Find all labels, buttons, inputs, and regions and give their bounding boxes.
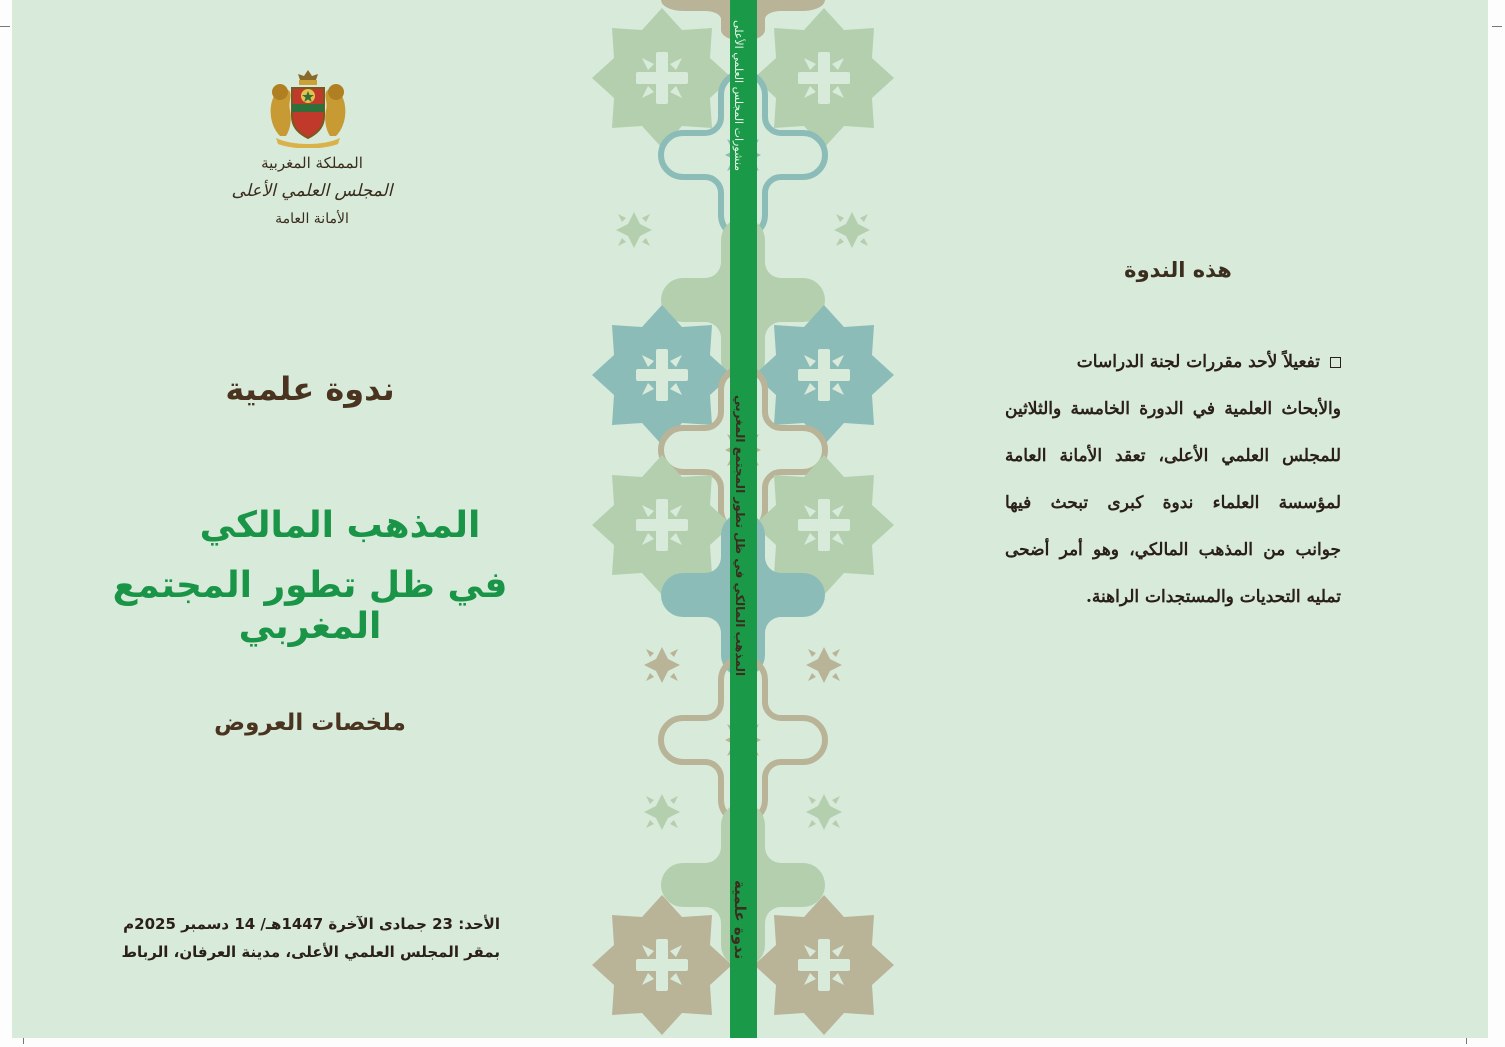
back-paragraph-line: للمجلس العلمي الأعلى، تعقد الأمانة العامة	[1005, 446, 1341, 466]
cover-subtitle: ملخصات العروض	[214, 710, 406, 736]
back-paragraph-line: لمؤسسة العلماء ندوة كبرى تبحث فيها	[1005, 493, 1341, 513]
bullet-square-icon	[1330, 357, 1341, 368]
back-paragraph-text: تفعيلاً لأحد مقررات لجنة الدراسات	[1076, 352, 1320, 372]
back-paragraph-line: والأبحاث العلمية في الدورة الخامسة والثلاثين	[1005, 399, 1341, 419]
back-paragraph-line: تمليه التحديات والمستجدات الراهنة.	[1085, 587, 1341, 607]
crop-mark	[1492, 26, 1502, 27]
event-date-line: الأحد: 23 جمادى الآخرة 1447هـ/ 14 دسمبر 2025م	[123, 915, 500, 933]
institution-line-kingdom: المملكة المغربية	[261, 154, 363, 172]
event-type-heading: ندوة علمية	[225, 370, 395, 408]
crop-mark	[0, 26, 10, 27]
spine-title: المذهب المالكي في ظل تطور المجتمع المغربي	[733, 395, 747, 677]
cover-title-line1: المذهب المالكي	[199, 505, 481, 546]
institution-line-secretariat: الأمانة العامة	[275, 211, 349, 227]
cover-title-line2: في ظل تطور المجتمع المغربي	[112, 565, 508, 647]
royal-emblem-icon	[262, 66, 354, 148]
back-paragraph-line: جوانب من المذهب المالكي، وهو أمر أضحى	[1005, 540, 1341, 560]
back-cover-heading: هذه الندوة	[1124, 258, 1232, 282]
spine-publisher: منشورات المجلس العلمي الأعلى	[732, 20, 745, 172]
institution-line-council: المجلس العلمي الأعلى	[231, 181, 393, 201]
back-paragraph-line	[1005, 352, 1341, 372]
spine-event-type: ندوة علمية	[731, 880, 749, 960]
event-venue-line: بمقر المجلس العلمي الأعلى، مدينة العرفان، الرباط	[121, 943, 500, 961]
